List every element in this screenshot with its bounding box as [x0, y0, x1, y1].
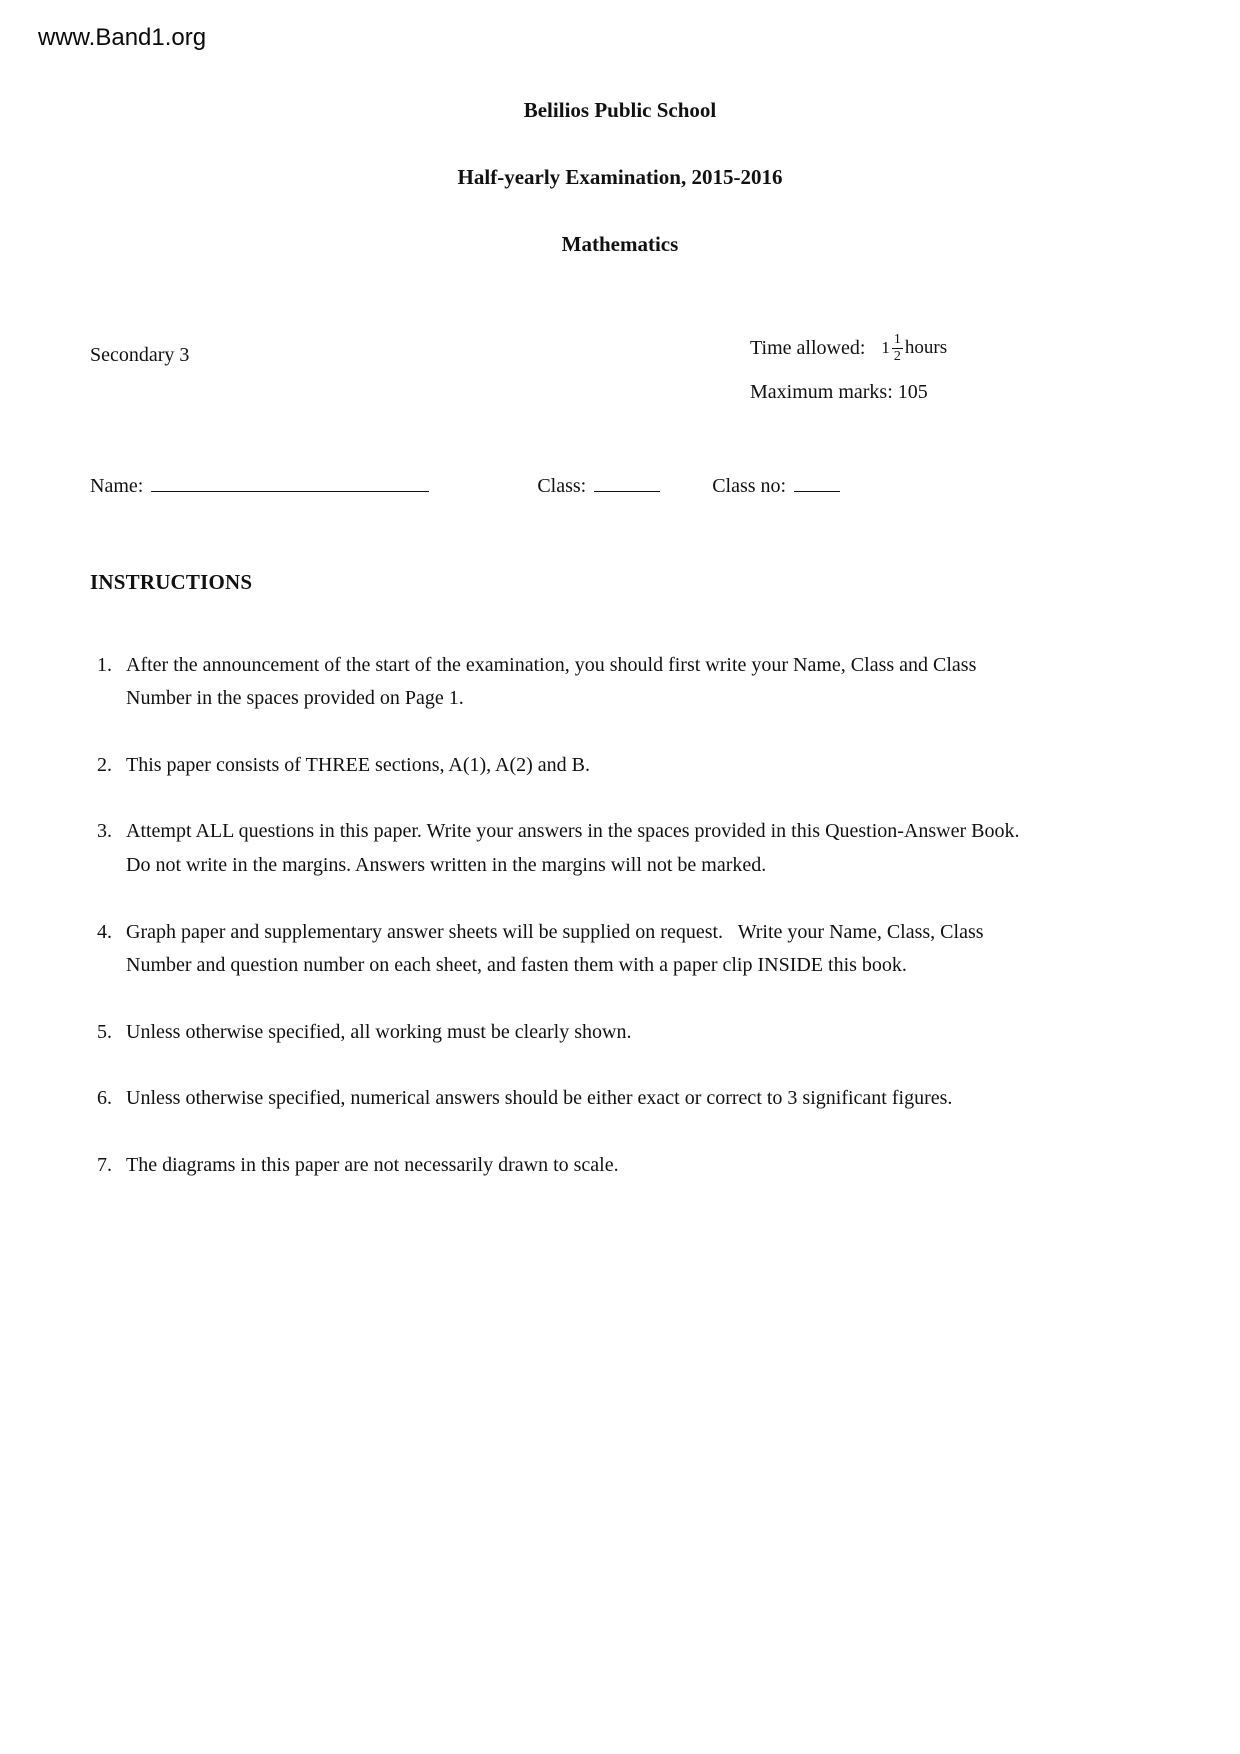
instruction-number: 5.: [97, 1020, 112, 1043]
instruction-item-5: [90, 1016, 1022, 1050]
class-level: Secondary 3: [90, 343, 190, 366]
instruction-text: Unless otherwise specified, numerical answers should be either exact or correct to 3 significant figures.: [126, 1087, 953, 1110]
watermark-url: www.Band1.org: [38, 24, 207, 51]
instruction-item-6: [90, 1082, 1022, 1116]
time-fraction: [892, 332, 903, 365]
class-no-blank-line: [794, 470, 840, 492]
name-blank-line: [151, 470, 429, 492]
subject-title: Mathematics: [561, 232, 679, 257]
exam-title: Half-yearly Examination, 2015-2016: [457, 165, 783, 190]
instructions-title: INSTRUCTIONS: [90, 569, 253, 594]
time-unit: hours: [904, 337, 948, 359]
meta-right-column: [750, 332, 947, 404]
instruction-item-3: [90, 815, 1025, 882]
instruction-number: 4.: [97, 920, 112, 943]
time-allowed-value: [881, 332, 947, 365]
class-label: Class:: [537, 474, 587, 497]
instruction-item-4: [90, 916, 1022, 983]
class-blank-line: [594, 470, 660, 492]
instruction-item-7: [90, 1149, 1022, 1183]
name-label: Name:: [90, 474, 144, 497]
student-fields-row: [90, 470, 1150, 498]
time-whole-number: 1: [881, 338, 890, 358]
instruction-number: 6.: [97, 1087, 112, 1110]
instructions-list: [90, 649, 1025, 1183]
instruction-text: After the announcement of the start of the examination, you should first write your Name, Class and Class Number in the spaces provided on Page 1.: [126, 653, 982, 710]
instruction-text: The diagrams in this paper are not necessarily drawn to scale.: [126, 1153, 619, 1176]
instruction-item-2: [90, 749, 1022, 783]
time-allowed-label: Time allowed:: [750, 336, 866, 359]
time-allowed: [750, 332, 947, 365]
instruction-number: 2.: [97, 753, 112, 776]
school-name: Belilios Public School: [523, 98, 717, 122]
instruction-number: 1.: [97, 653, 112, 676]
instruction-number: 3.: [97, 820, 112, 843]
class-no-label: Class no:: [712, 474, 787, 497]
fraction-numerator: 1: [892, 332, 903, 349]
header: [90, 98, 1150, 258]
fraction-denominator: 2: [893, 348, 901, 364]
meta-row: [90, 332, 1150, 442]
instruction-text: Unless otherwise specified, all working must be clearly shown.: [126, 1020, 632, 1043]
instruction-item-1: [90, 649, 1022, 716]
instruction-text: Graph paper and supplementary answer sheets will be supplied on request. Write your Name, Class, Class Number and question number on each sheet, and fasten them with a paper clip INSIDE this book.: [126, 920, 989, 977]
instruction-text: Attempt ALL questions in this paper. Write your answers in the spaces provided in this Question-Answer Book. Do not write in the margins. Answers written in the margins will not be marked.: [126, 820, 1025, 876]
instruction-text: This paper consists of THREE sections, A(1), A(2) and B.: [126, 753, 591, 776]
instruction-number: 7.: [97, 1153, 112, 1176]
maximum-marks: Maximum marks: 105: [750, 380, 928, 403]
